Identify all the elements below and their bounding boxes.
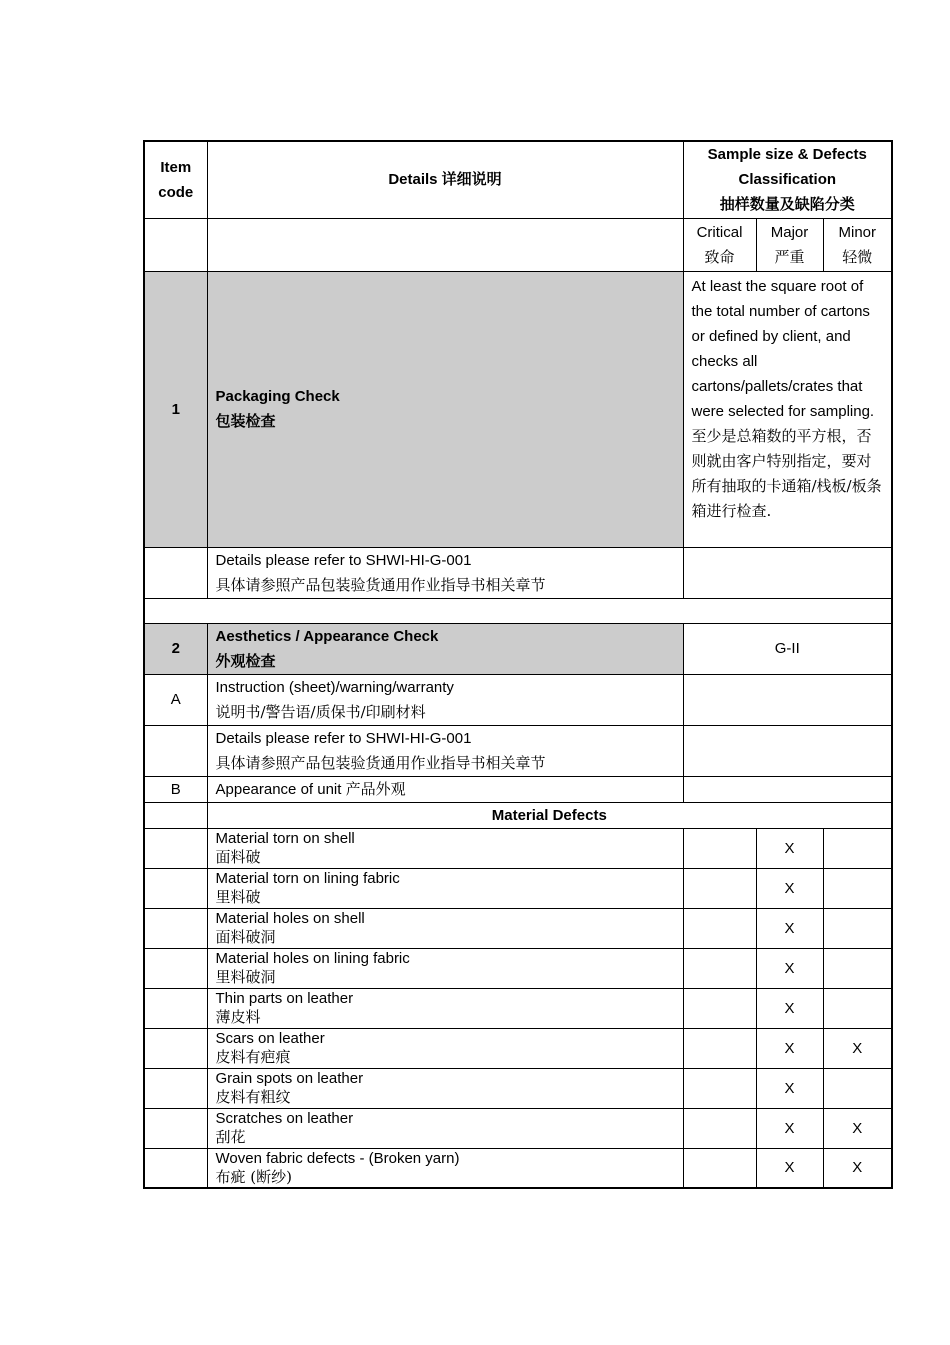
sample-size-header: Sample size & Defects Classification 抽样数量及缺陷分类	[683, 141, 892, 218]
empty-cell	[144, 1108, 207, 1148]
defect-major-mark: X	[756, 1068, 823, 1108]
empty-cell	[144, 828, 207, 868]
defect-row	[144, 828, 892, 868]
defect-critical-mark	[683, 988, 756, 1028]
item-code-header: Item code	[144, 141, 207, 218]
defect-critical-mark	[683, 1108, 756, 1148]
defect-row	[144, 1028, 892, 1068]
empty-cell	[144, 802, 207, 828]
defect-name-zh: 面料破洞	[215, 928, 276, 946]
empty-cell	[144, 988, 207, 1028]
defect-critical-mark	[683, 828, 756, 868]
defect-major-mark: X	[756, 988, 823, 1028]
defect-description	[207, 1068, 683, 1108]
empty-cell	[207, 218, 683, 271]
defect-name-zh: 里料破	[215, 888, 261, 906]
defect-minor-mark: X	[823, 1108, 892, 1148]
defect-name: Scars on leather	[215, 1030, 325, 1047]
defect-name-zh: 面料破	[215, 848, 261, 866]
defect-name: Material holes on shell	[215, 910, 365, 927]
defect-minor-mark	[823, 868, 892, 908]
empty-cell	[144, 218, 207, 271]
defect-major-mark: X	[756, 908, 823, 948]
row-a-code: A	[144, 674, 207, 725]
empty-cell	[144, 1028, 207, 1068]
details-header: Details 详细说明	[207, 141, 683, 218]
section-1-code: 1	[144, 271, 207, 547]
defect-name-zh: 薄皮料	[215, 1008, 261, 1026]
defect-row	[144, 948, 892, 988]
defect-name-zh: 刮花	[215, 1128, 246, 1146]
defect-row	[144, 908, 892, 948]
defect-major-mark: X	[756, 1148, 823, 1188]
defect-minor-mark	[823, 828, 892, 868]
defect-major-mark: X	[756, 828, 823, 868]
defect-major-mark: X	[756, 948, 823, 988]
defect-major-mark: X	[756, 1028, 823, 1068]
empty-cell	[144, 725, 207, 776]
defect-critical-mark	[683, 1148, 756, 1188]
section-2-sample-size: G-II	[683, 623, 892, 674]
defect-description	[207, 988, 683, 1028]
defect-name: Material torn on shell	[215, 830, 355, 847]
empty-cell	[144, 1068, 207, 1108]
defect-major-mark: X	[756, 868, 823, 908]
defect-name: Grain spots on leather	[215, 1070, 364, 1087]
section-2-code: 2	[144, 623, 207, 674]
empty-cell	[683, 547, 892, 598]
defect-name: Woven fabric defects - (Broken yarn)	[215, 1149, 460, 1167]
defect-name: Scratches on leather	[215, 1110, 354, 1127]
empty-cell	[144, 908, 207, 948]
defect-description	[207, 828, 683, 868]
defect-description	[207, 948, 683, 988]
defect-row	[144, 1108, 892, 1148]
empty-cell	[144, 948, 207, 988]
critical-header: Critical 致命	[683, 218, 756, 271]
defect-row	[144, 1148, 892, 1188]
defect-description	[207, 1028, 683, 1068]
defect-minor-mark	[823, 908, 892, 948]
row-b-text: Appearance of unit 产品外观	[207, 776, 683, 802]
defect-row	[144, 988, 892, 1028]
defect-critical-mark	[683, 1028, 756, 1068]
section-1-title: Packaging Check 包装检查	[207, 271, 683, 547]
defect-name: Thin parts on leather	[215, 990, 354, 1007]
defect-critical-mark	[683, 948, 756, 988]
defect-name-zh: 布疵 (断纱)	[215, 1167, 292, 1186]
defect-minor-mark: X	[823, 1148, 892, 1188]
section-2-title: Aesthetics / Appearance Check 外观检查	[207, 623, 683, 674]
defect-major-mark: X	[756, 1108, 823, 1148]
row-a-text: Instruction (sheet)/warning/warranty 说明书/警告语/质保书/印刷材料	[207, 674, 683, 725]
spacer-row	[144, 598, 892, 623]
section-2-refer: Details please refer to SHWI-HI-G-001 具体请参照产品包装验货通用作业指导书相关章节	[207, 725, 683, 776]
section-1-refer: Details please refer to SHWI-HI-G-001 具体请参照产品包装验货通用作业指导书相关章节	[207, 547, 683, 598]
defect-name-zh: 皮料有粗纹	[215, 1088, 291, 1106]
inspection-table	[143, 140, 893, 1189]
major-header: Major 严重	[756, 218, 823, 271]
empty-cell	[144, 547, 207, 598]
defect-name-zh: 里料破洞	[215, 968, 276, 986]
defect-minor-mark	[823, 948, 892, 988]
empty-cell	[683, 776, 892, 802]
defect-critical-mark	[683, 868, 756, 908]
defect-minor-mark: X	[823, 1028, 892, 1068]
section-1-sample-size: At least the square root of the total number of cartons or defined by client, and checks all cartons/pallets/crates that were selected for sampling. 至少是总箱数的平方根，否则就由客户特别指定，要对所有抽取的卡通箱/栈板/板条箱进行检查.	[683, 271, 892, 547]
material-defects-header: Material Defects	[207, 802, 892, 828]
defect-description	[207, 1148, 683, 1188]
defect-row	[144, 1068, 892, 1108]
defect-name-zh: 皮料有疤痕	[215, 1048, 291, 1066]
defect-description	[207, 908, 683, 948]
empty-cell	[683, 725, 892, 776]
defect-name: Material torn on lining fabric	[215, 870, 400, 887]
defect-name: Material holes on lining fabric	[215, 950, 410, 967]
defect-description	[207, 1108, 683, 1148]
defect-critical-mark	[683, 908, 756, 948]
defect-minor-mark	[823, 1068, 892, 1108]
empty-cell	[144, 1148, 207, 1188]
defect-critical-mark	[683, 1068, 756, 1108]
defect-description	[207, 868, 683, 908]
row-b-code: B	[144, 776, 207, 802]
empty-cell	[144, 868, 207, 908]
empty-cell	[683, 674, 892, 725]
defect-row	[144, 868, 892, 908]
minor-header: Minor 轻微	[823, 218, 892, 271]
defect-minor-mark	[823, 988, 892, 1028]
